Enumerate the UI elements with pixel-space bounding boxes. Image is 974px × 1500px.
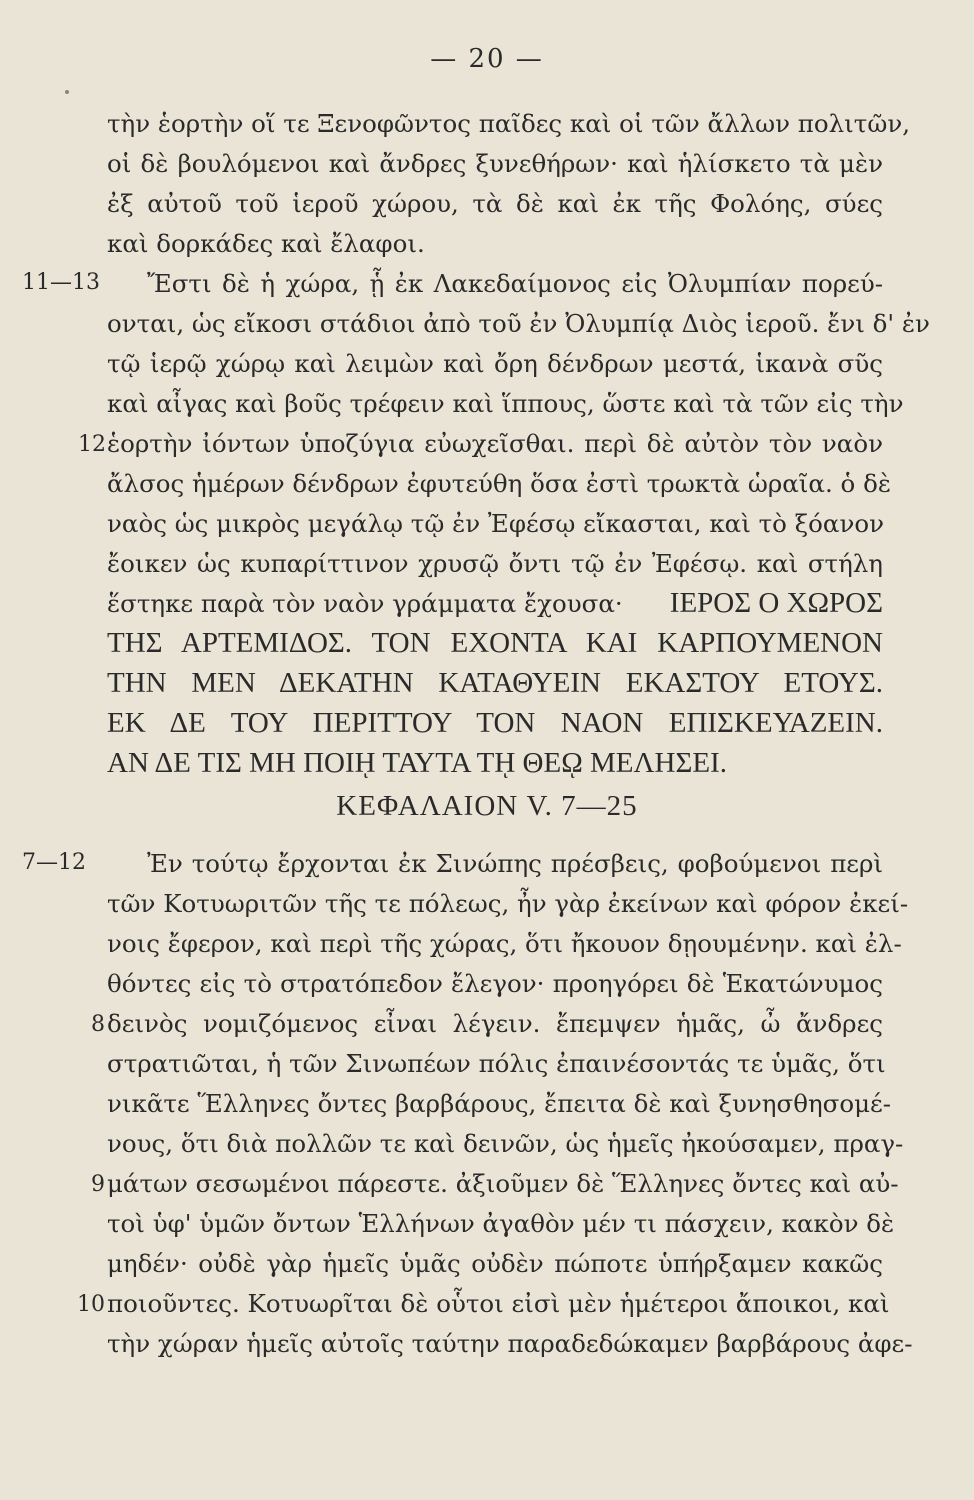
- text-line: τὴν ἑορτὴν οἵ τε Ξενοφῶντος παῖδες καὶ οἱ τῶν ἄλλων πολιτῶν,: [107, 109, 910, 138]
- text-line: Ἔστι δὲ ἡ χώρα, ᾗ ἐκ Λακεδαίμονος εἰς Ὀλυμπίαν πορεύ-: [147, 269, 883, 298]
- text-line: ἑορτὴν ἰόντων ὑποζύγια εὐωχεῖσθαι. περὶ δὲ αὐτὸν τὸν ναὸν: [107, 429, 883, 458]
- text-line: θόντες εἰς τὸ στρατόπεδον ἔλεγον· προηγόρει δὲ Ἑκατώνυμος: [107, 969, 883, 998]
- text-line: ονται, ὡς εἴκοσι στάδιοι ἀπὸ τοῦ ἐν Ὀλυμπίᾳ Διὸς ἱεροῦ. ἔνι δ' ἐν: [107, 309, 930, 338]
- text-line: οἱ δὲ βουλόμενοι καὶ ἄνδρες ξυνεθήρων· καὶ ἡλίσκετο τὰ μὲν: [107, 149, 883, 178]
- text-line: [107, 587, 883, 619]
- section-number: 12: [78, 432, 106, 457]
- inscription-line: ΤΗΝ ΜΕΝ ΔΕΚΑΤΗΝ ΚΑΤΑΘΥΕΙΝ ΕΚΑΣΤΟΥ ΕΤΟΥΣ.: [107, 667, 883, 699]
- text-line: τοὶ ὑφ' ὑμῶν ὄντων Ἑλλήνων ἀγαθὸν μέν τι πάσχειν, κακὸν δὲ: [107, 1209, 895, 1238]
- inscription-line: ΤΗΣ ΑΡΤΕΜΙΔΟΣ. ΤΟΝ ΕΧΟΝΤΑ ΚΑΙ ΚΑΡΠΟΥΜΕΝΟΝ: [107, 627, 883, 659]
- text-line: τὴν χώραν ἡμεῖς αὐτοῖς ταύτην παραδεδώκαμεν βαρβάρους ἀφε-: [107, 1329, 913, 1358]
- section-number: 9: [91, 1172, 105, 1197]
- text-line: ποιοῦντες. Κοτυωρῖται δὲ οὗτοι εἰσὶ μὲν ἡμέτεροι ἄποικοι, καὶ: [107, 1289, 890, 1318]
- inscription-line: ΑΝ ΔΕ ΤΙΣ ΜΗ ΠΟΙῌ ΤΑΥΤΑ Τῌ ΘΕῼ ΜΕΛΗΣΕΙ.: [107, 747, 727, 779]
- page-blemish: [65, 90, 69, 94]
- text-line: ναὸς ὡς μικρὸς μεγάλῳ τῷ ἐν Ἐφέσῳ εἴκασται, καὶ τὸ ξόανον: [107, 509, 885, 538]
- text-line: ἐξ αὐτοῦ τοῦ ἱεροῦ χώρου, τὰ δὲ καὶ ἐκ τῆς Φολόης, σύες: [107, 189, 883, 218]
- text-line: ἔοικεν ὡς κυπαρίττινον χρυσῷ ὄντι τῷ ἐν Ἐφέσῳ. καὶ στήλη: [107, 549, 883, 578]
- inscription-intro: ἕστηκε παρὰ τὸν ναὸν γράμματα ἔχουσα·: [107, 589, 623, 618]
- text-line: μηδέν· οὐδὲ γὰρ ἡμεῖς ὑμᾶς οὐδὲν πώποτε ὑπήρξαμεν κακῶς: [107, 1249, 883, 1278]
- text-line: μάτων σεσωμένοι πάρεστε. ἀξιοῦμεν δὲ Ἕλληνες ὄντες καὶ αὐ-: [107, 1169, 899, 1198]
- text-line: Ἐν τούτῳ ἔρχονται ἐκ Σινώπης πρέσβεις, φοβούμενοι περὶ: [147, 849, 883, 878]
- section-number: 8: [91, 1012, 105, 1037]
- margin-reference: 7—12: [22, 850, 86, 875]
- text-line: τῶν Κοτυωριτῶν τῆς τε πόλεως, ἦν γὰρ ἐκείνων καὶ φόρον ἐκεί-: [107, 889, 909, 918]
- page-number: — 20 —: [430, 44, 544, 74]
- text-line: καὶ αἶγας καὶ βοῦς τρέφειν καὶ ἵππους, ὥστε καὶ τὰ τῶν εἰς τὴν: [107, 389, 904, 418]
- text-line: νικᾶτε Ἕλληνες ὄντες βαρβάρους, ἔπειτα δὲ καὶ ξυνησθησομέ-: [107, 1089, 891, 1118]
- inscription-line: ΕΚ ΔΕ ΤΟΥ ΠΕΡΙΤΤΟΥ ΤΟΝ ΝΑΟΝ ΕΠΙΣΚΕΥΑΖΕΙΝ.: [107, 707, 883, 739]
- section-number: 10: [77, 1292, 105, 1317]
- text-line: νους, ὅτι διὰ πολλῶν τε καὶ δεινῶν, ὡς ἡμεῖς ἠκούσαμεν, πραγ-: [107, 1129, 904, 1158]
- text-line: τῷ ἱερῷ χώρῳ καὶ λειμὼν καὶ ὄρη δένδρων μεστά, ἱκανὰ σῦς: [107, 349, 883, 378]
- text-line: νοις ἔφερον, καὶ περὶ τῆς χώρας, ὅτι ἤκουον δῃουμένην. καὶ ἐλ-: [107, 929, 902, 958]
- text-line: στρατιῶται, ἡ τῶν Σινωπέων πόλις ἐπαινέσοντάς τε ὑμᾶς, ὅτι: [107, 1049, 886, 1078]
- text-line: δεινὸς νομιζόμενος εἶναι λέγειν. ἔπεμψεν ἡμᾶς, ὦ ἄνδρες: [107, 1009, 883, 1038]
- text-line: ἄλσος ἡμέρων δένδρων ἐφυτεύθη ὅσα ἐστὶ τρωκτὰ ὡραῖα. ὁ δὲ: [107, 469, 891, 498]
- inscription-text: ΙΕΡΟΣ Ο ΧΩΡΟΣ: [669, 587, 883, 619]
- chapter-heading: ΚΕΦΑΛΑΙΟΝ V. 7—25: [336, 790, 638, 822]
- text-line: καὶ δορκάδες καὶ ἔλαφοι.: [107, 229, 425, 258]
- margin-reference: 11—13: [22, 270, 100, 295]
